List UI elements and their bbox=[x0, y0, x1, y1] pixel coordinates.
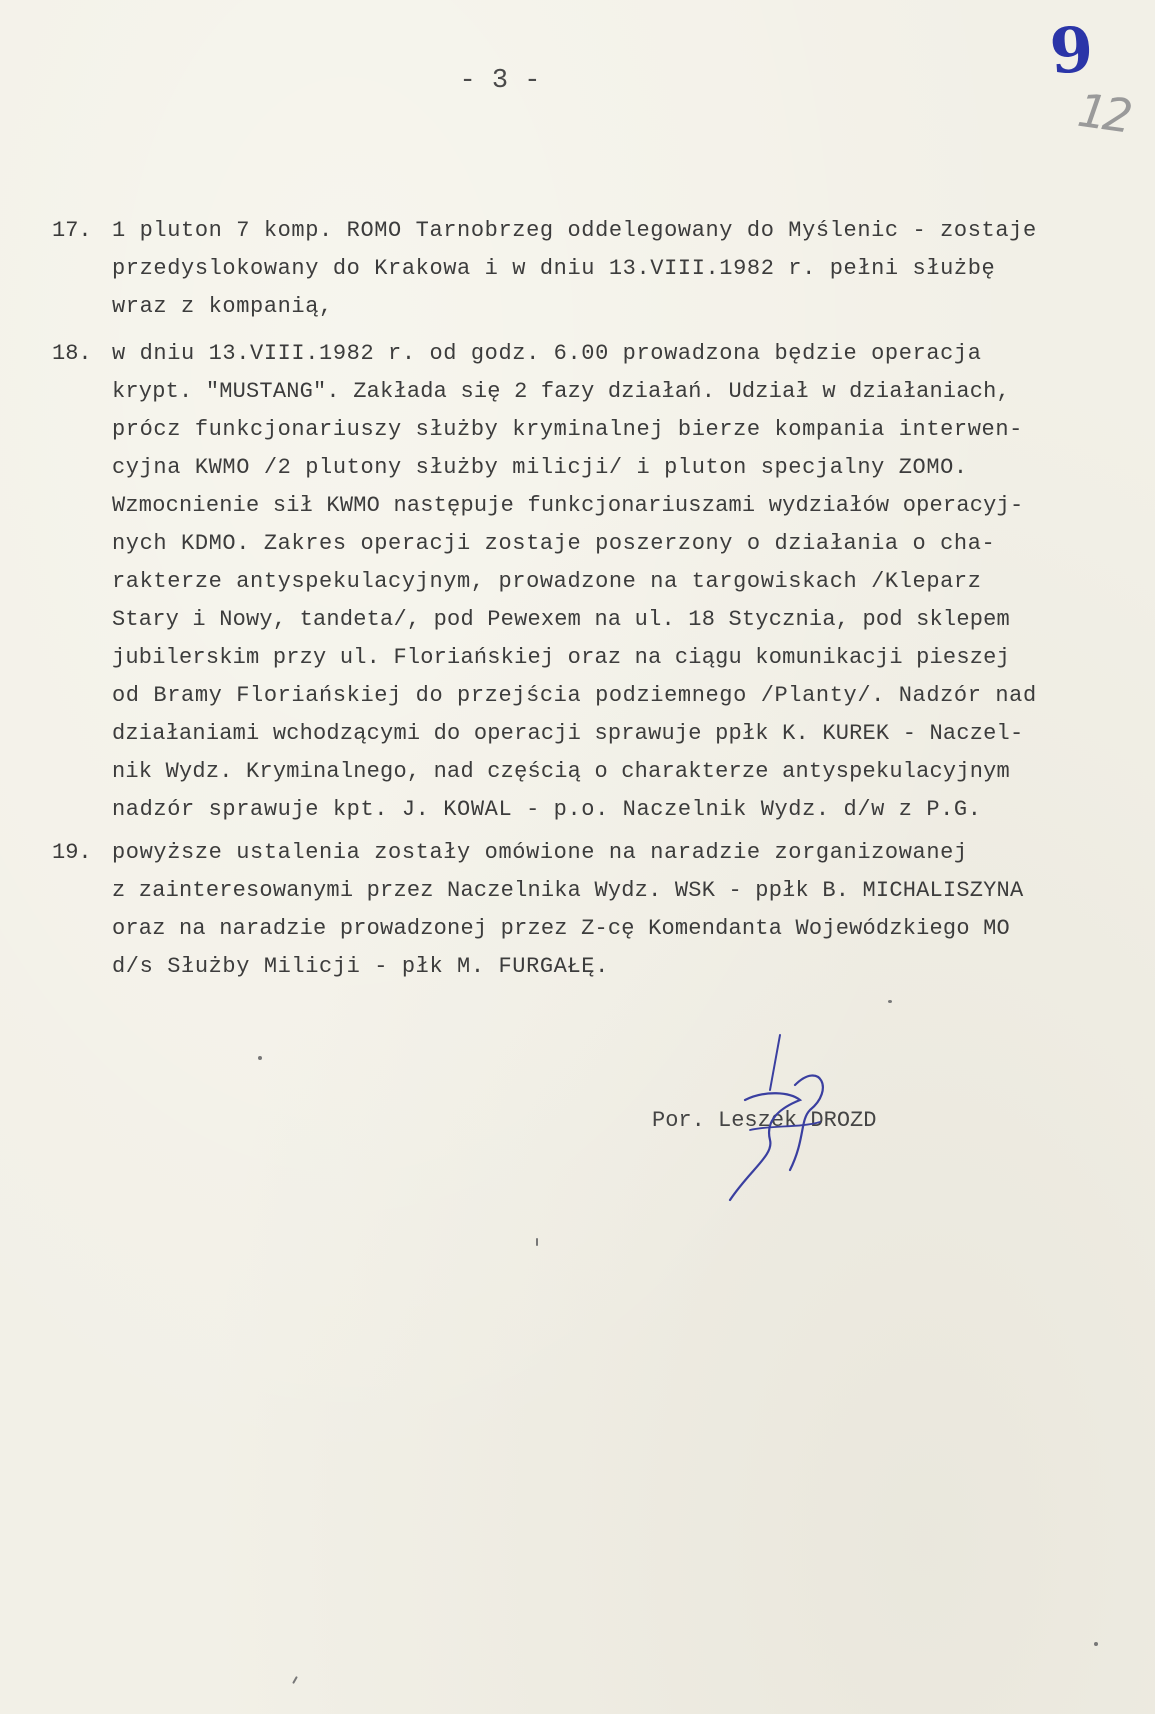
signature-name: Por. Leszek DROZD bbox=[652, 1108, 877, 1133]
text-line: nadzór sprawuje kpt. J. KOWAL - p.o. Naczelnik Wydz. d/w z P.G. bbox=[112, 797, 982, 822]
page-number: - 3 - bbox=[459, 66, 541, 96]
paper-speck bbox=[258, 1056, 262, 1060]
text-line: Wzmocnienie sił KWMO następuje funkcjonariuszami wydziałów operacyj- bbox=[112, 493, 1024, 518]
text-line: oraz na naradzie prowadzonej przez Z-cę Komendanta Wojewódzkiego MO bbox=[112, 916, 1010, 941]
text-line: nych KDMO. Zakres operacji zostaje poszerzony o działania o cha- bbox=[112, 531, 996, 556]
text-line: jubilerskim przy ul. Floriańskiej oraz na ciągu komunikacji pieszej bbox=[112, 645, 1010, 670]
paper-speck bbox=[1094, 1642, 1098, 1646]
text-line: d/s Służby Milicji - płk M. FURGAŁĘ. bbox=[112, 954, 609, 979]
text-line: działaniami wchodzącymi do operacji sprawuje ppłk K. KUREK - Naczel- bbox=[112, 721, 1024, 746]
text-line: nik Wydz. Kryminalnego, nad częścią o charakterze antyspekulacyjnym bbox=[112, 759, 1010, 784]
text-line: od Bramy Floriańskiej do przejścia podziemnego /Planty/. Nadzór nad bbox=[112, 683, 1037, 708]
list-item-18 bbox=[52, 335, 1132, 829]
item-number: 19. bbox=[52, 840, 92, 865]
item-text bbox=[112, 834, 1152, 986]
item-text bbox=[112, 212, 1152, 326]
archive-stamp-number: 9 bbox=[1047, 12, 1094, 89]
paper-speck bbox=[536, 1238, 538, 1246]
handwritten-folio-number: 12 bbox=[1074, 82, 1133, 144]
item-number: 17. bbox=[52, 218, 92, 243]
text-line: 1 pluton 7 komp. ROMO Tarnobrzeg oddelegowany do Myślenic - zostaje bbox=[112, 218, 1037, 243]
text-line: wraz z kompanią, bbox=[112, 294, 333, 319]
text-line: z zainteresowanymi przez Naczelnika Wydz. WSK - ppłk B. MICHALISZYNA bbox=[112, 878, 1024, 903]
text-line: krypt. "MUSTANG". Zakłada się 2 fazy działań. Udział w działaniach, bbox=[112, 379, 1010, 404]
list-item-17 bbox=[52, 212, 1132, 326]
handwritten-signature bbox=[710, 1030, 860, 1210]
paper-speck bbox=[292, 1676, 298, 1684]
item-text bbox=[112, 335, 1152, 829]
item-number: 18. bbox=[52, 341, 92, 366]
text-line: w dniu 13.VIII.1982 r. od godz. 6.00 prowadzona będzie operacja bbox=[112, 341, 982, 366]
text-line: powyższe ustalenia zostały omówione na naradzie zorganizowanej bbox=[112, 840, 968, 865]
text-line: cyjna KWMO /2 plutony służby milicji/ i pluton specjalny ZOMO. bbox=[112, 455, 968, 480]
text-line: rakterze antyspekulacyjnym, prowadzone na targowiskach /Kleparz bbox=[112, 569, 982, 594]
text-line: Stary i Nowy, tandeta/, pod Pewexem na ul. 18 Stycznia, pod sklepem bbox=[112, 607, 1010, 632]
text-line: przedyslokowany do Krakowa i w dniu 13.VIII.1982 r. pełni służbę bbox=[112, 256, 996, 281]
list-item-19 bbox=[52, 834, 1132, 986]
paper-speck bbox=[888, 1000, 892, 1003]
text-line: prócz funkcjonariuszy służby kryminalnej bierze kompania interwen- bbox=[112, 417, 1023, 442]
